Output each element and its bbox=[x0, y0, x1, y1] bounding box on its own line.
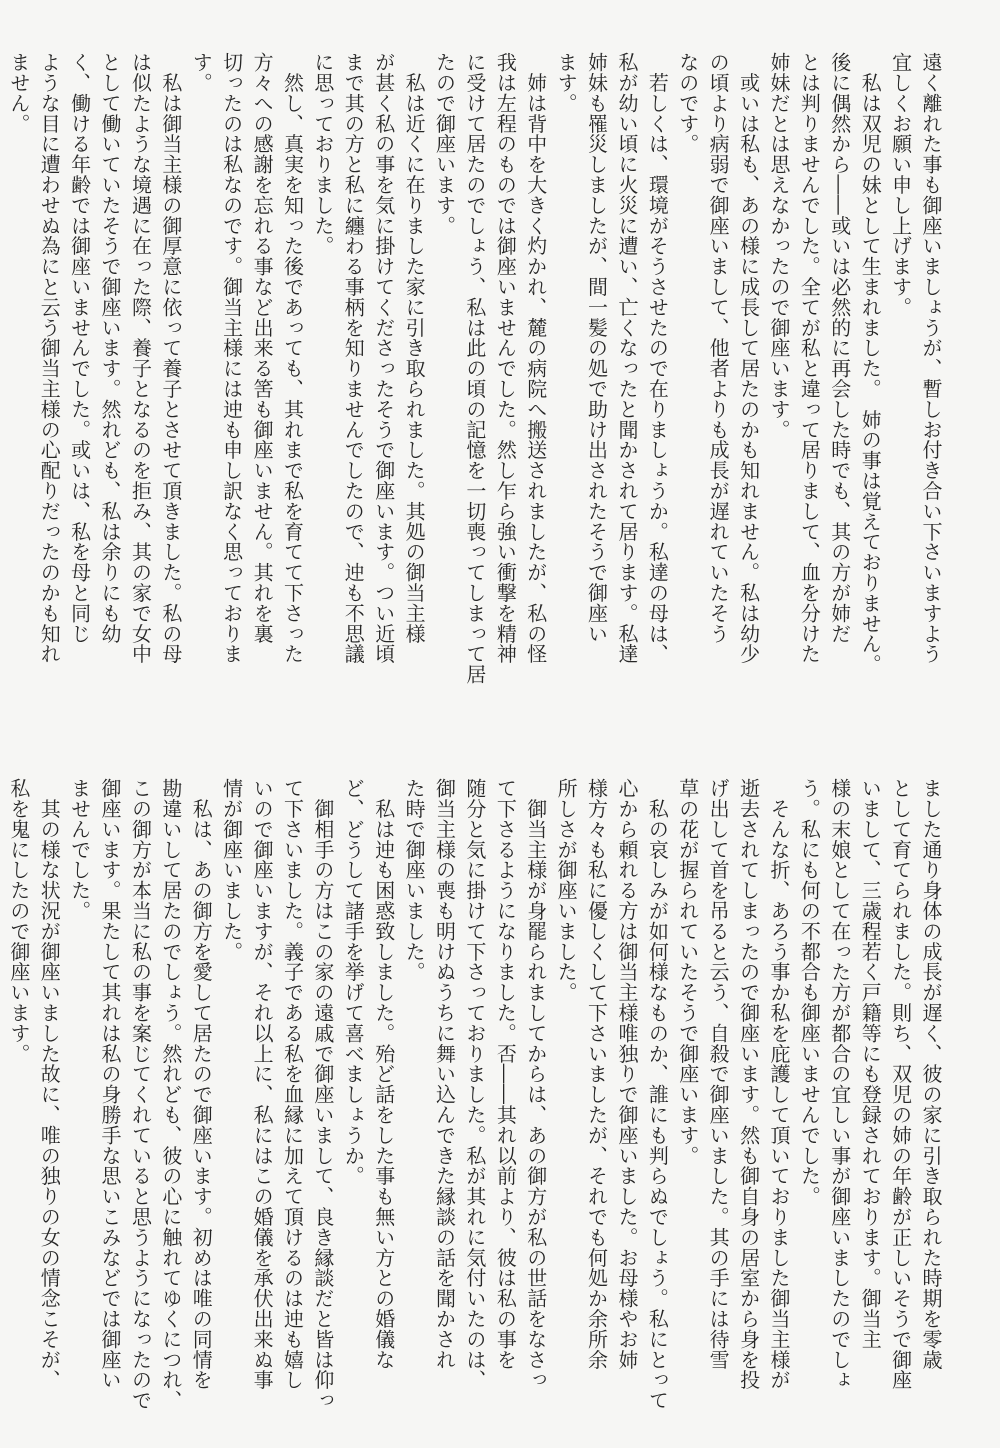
text-line: て下さるようになりました。否――其れ以前より、彼は私の事を bbox=[493, 778, 518, 1370]
text-line: げ出して首を吊ると云う、自殺で御座いました。其の手には待雪 bbox=[706, 778, 731, 1370]
text-line: として育てられました。則ち、双児の姉の年齢が正しいそうで御座 bbox=[888, 778, 913, 1390]
text-line: 後に偶然から――或いは必然的に再会した時でも、其の方が姉だ bbox=[827, 52, 852, 644]
text-line: 其の様な状況が御座いました故に、唯の独りの女の情念こそが、 bbox=[37, 778, 62, 1390]
text-line: 私の哀しみが如何様なものか、誰にも判らぬでしょう。私にとって bbox=[645, 778, 670, 1411]
text-line: 心から頼れる方は御当主様唯独りで御座いました。お母様やお姉 bbox=[614, 778, 639, 1370]
text-line: 然し、真実を知った後であっても、其れまで私を育てて下さった bbox=[280, 52, 305, 664]
text-line: 私は、あの御方を愛して居たので御座います。初めは唯の同情を bbox=[189, 778, 214, 1390]
text-line: 情が御座いました。 bbox=[219, 778, 244, 962]
text-line: 随分と気に掛けて下さっておりました。私が其れに気付いたのは、 bbox=[462, 778, 487, 1390]
text-line: 勘違いして居たのでしょう。然れども、彼の心に触れてゆくにつれ、 bbox=[158, 778, 183, 1411]
text-line: いまして、三歳程若く戸籍等にも登録されております。御当主 bbox=[858, 778, 883, 1350]
text-line: なのです。 bbox=[675, 52, 700, 154]
text-line: ます。 bbox=[554, 52, 579, 114]
text-line: す。 bbox=[189, 52, 214, 93]
text-line: に思っておりました。 bbox=[310, 52, 335, 256]
text-line: に受けて居たのでしょう、私は此の頃の記憶を一切喪ってしまって居 bbox=[462, 52, 487, 685]
text-line: 様方々も私に優しくして下さいましたが、それでも何処か余所余 bbox=[584, 778, 609, 1370]
text-line: 遠く離れた事も御座いましょうが、暫しお付き合い下さいますよう bbox=[919, 52, 943, 664]
text-line: として働いていたそうで御座います。然れども、私は余りにも幼 bbox=[98, 52, 123, 644]
text-line: 私は双児の妹として生まれました。 姉の事は覚えておりません。 bbox=[858, 52, 883, 675]
text-line: いので御座いますが、それ以上に、私にはこの婚儀を承伏出来ぬ事 bbox=[250, 778, 275, 1390]
text-line: まで其の方と私に纏わる事柄を知りませんでしたので、迚も不思議 bbox=[341, 52, 366, 664]
text-line: く、働ける年齢では御座いませんでした。或いは、私を母と同じ bbox=[67, 52, 92, 644]
text-line: 私を鬼にしたので御座います。 bbox=[6, 778, 31, 1064]
text-line: ました通り身体の成長が遅く、彼の家に引き取られた時期を零歳 bbox=[919, 778, 943, 1370]
text-line: 或いは私も、あの様に成長して居たのかも知れません。私は幼少 bbox=[736, 52, 761, 664]
text-line: 姉は背中を大きく灼かれ、麓の病院へ搬送されましたが、私の怪 bbox=[523, 52, 548, 664]
text-line: 若しくは、環境がそうさせたので在りましょうか。私達の母は、 bbox=[645, 52, 670, 664]
text-line: 私は迚も困惑致しました。殆ど話をした事も無い方との婚儀な bbox=[371, 778, 396, 1370]
text-line: 宜しくお願い申し上げます。 bbox=[888, 52, 913, 318]
text-line: が甚く私の事を気に掛けてくださったそうで御座います。つい近頃 bbox=[371, 52, 396, 664]
text-line: 私は近くに在りました家に引き取られました。其処の御当主様 bbox=[402, 52, 427, 644]
text-line: たので御座います。 bbox=[432, 52, 457, 236]
text-line: 所しさが御座いました。 bbox=[554, 778, 579, 1003]
text-line: た時で御座いました。 bbox=[402, 778, 427, 982]
text-line: 草の花が握られていたそうで御座います。 bbox=[675, 778, 700, 1166]
text-line: う。私にも何の不都合も御座いませんでした。 bbox=[797, 778, 822, 1207]
text-line: 私は御当主様の御厚意に依って養子とさせて頂きました。私の母 bbox=[158, 52, 183, 664]
text-line: 我は左程のものでは御座いませんでした。然し乍ら強い衝撃を精神 bbox=[493, 52, 518, 664]
text-line: とは判りませんでした。全てが私と違って居りまして、血を分けた bbox=[797, 52, 822, 664]
text-line: 私が幼い頃に火災に遭い、亡くなったと聞かされて居ります。私達 bbox=[614, 52, 639, 664]
text-line: 逝去されてしまったので御座います。然も御自身の居室から身を投 bbox=[736, 778, 761, 1390]
text-line: 姉妹だとは思えなかったので御座います。 bbox=[766, 52, 791, 440]
text-line: 御当主様が身罷られましてからは、あの御方が私の世話をなさっ bbox=[523, 778, 548, 1390]
text-line bbox=[0, 778, 3, 1428]
text-line: て下さいました。義子である私を血縁に加えて頂けるのは迚も嬉し bbox=[280, 778, 305, 1390]
text-line: 様の末娘として在った方が都合の宜しい事が御座いましたのでしょ bbox=[827, 778, 852, 1390]
text-line: そんな折、あろう事か私を庇護して頂いておりました御当主様が bbox=[766, 778, 791, 1390]
text-line: 方々への感謝を忘れる事など出来る筈も御座いません。其れを裏 bbox=[250, 52, 275, 644]
text-line: ような目に遭わせぬ為にと云う御当主様の心配りだったのかも知れ bbox=[37, 52, 62, 664]
text-line: は似たような境遇に在った際、養子となるのを拒み、其の家で女中 bbox=[128, 52, 153, 664]
text-line: 姉妹も罹災しましたが、間一髪の処で助け出されたそうで御座い bbox=[584, 52, 609, 644]
text-line: ど、どうして諸手を挙げて喜べましょうか。 bbox=[341, 778, 366, 1186]
text-line: 切ったのは私なのです。御当主様には迚も申し訳なく思っておりま bbox=[219, 52, 244, 664]
text-line: ません。 bbox=[6, 52, 31, 134]
text-line: この御方が本当に私の事を案じてくれていると思うようになったので bbox=[128, 778, 153, 1411]
text-line: ませんでした。 bbox=[67, 778, 92, 921]
text-line bbox=[0, 52, 3, 702]
upper-text-block bbox=[6, 52, 946, 702]
text-line: 御座います。果たして其れは私の身勝手な思いこみなどでは御座い bbox=[98, 778, 123, 1390]
text-line: 御相手の方はこの家の遠戚で御座いまして、良き縁談だと皆は仰っ bbox=[310, 778, 335, 1411]
text-line: 御当主様の喪も明けぬうちに舞い込んできた縁談の話を聞かされ bbox=[432, 778, 457, 1370]
lower-text-block bbox=[0, 778, 946, 1428]
text-line: の頃より病弱で御座いまして、他者よりも成長が遅れていたそう bbox=[706, 52, 731, 644]
